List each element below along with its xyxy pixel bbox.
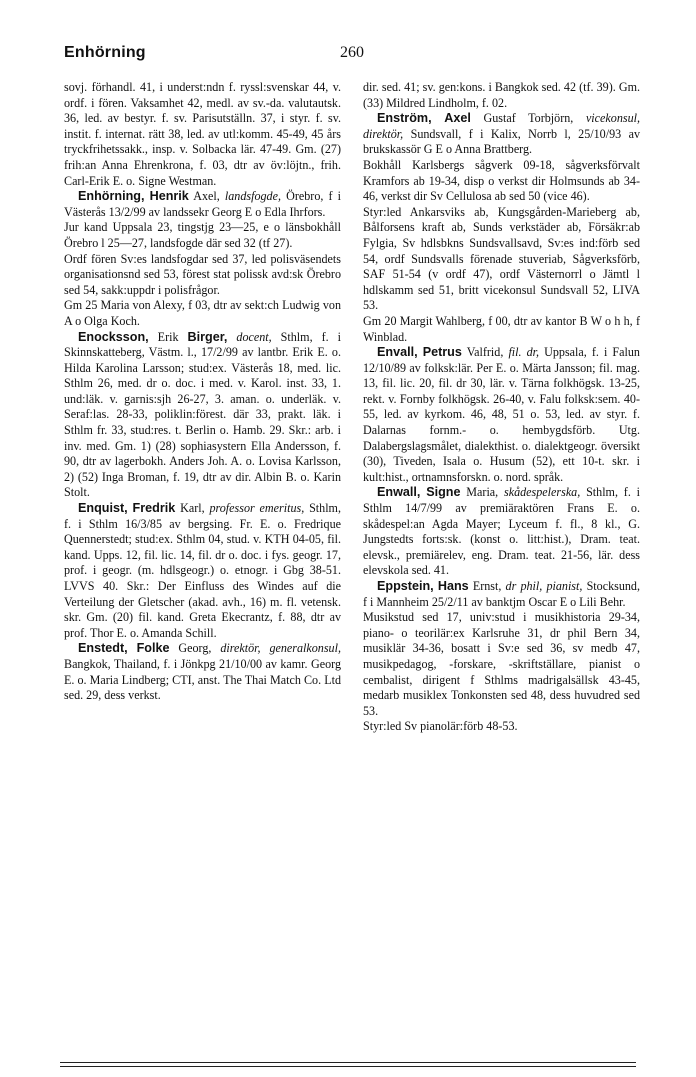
entry-surname: Eppstein, [377, 579, 434, 593]
biography-entry [64, 330, 341, 502]
entry-given-name: Axel [444, 111, 471, 126]
running-head: Enhörning [64, 44, 146, 61]
entry-text: Uppsala, f. i Falun 12/10/89 av folksk:lär. Per E. o. Märta Jansson; fil. mag. 13, fil. lic. 20, fil. dr 30, lär. v. Tärna folkhögsk. 13-25, rekt. v. Fornby folkhögsk. 26-40, v. Falu folksk:sem. 40-55, led. av kyrkom. 46, 48, 51 o. 53, led. av styr. f. Dalarnas fornm.- o. hembygdsförb. Utg. Dalabergslagsmålet, dialekthist. o. dialektgeogr. översikt (30), Tiveden, Isala o. Husum (52), ett 10-t. skr. i kult:hist., ortnamnsforskn. o. nord. språk. [363, 345, 640, 484]
entry-middle-names: Valfrid, [461, 345, 509, 360]
entry-given-name: Signe [426, 485, 461, 500]
biography-entry [363, 579, 640, 610]
biography-entry [64, 189, 341, 220]
entry-surname: Envall, [377, 345, 418, 360]
entry-title: professor emeritus, [209, 501, 305, 516]
biography-entry [64, 501, 341, 641]
left-column [64, 80, 341, 735]
biography-entry [363, 345, 640, 485]
entry-title: fil. dr, [508, 345, 540, 360]
entry-middle-names: Georg, [169, 641, 221, 656]
entry-given-name: Hans [437, 579, 469, 593]
entry-title: docent, [236, 329, 272, 344]
entry-surname: Enocksson, [78, 329, 149, 344]
entry-given-name: Henrik [149, 189, 189, 204]
entry-given-name: Birger, [187, 329, 228, 344]
entry-text: Örebro, f i Västerås 13/2/99 av landssekr Georg E o Edla Ihrfors. [64, 189, 341, 219]
entry-text: Stocksund, f i Mannheim 25/2/11 av banktjm Oscar E o Lili Behr. [363, 579, 640, 609]
entry-text: Sthlm, f. i Skinnskatteberg, Västm. l., 17/2/99 av lantbr. Erik E. o. Hilda Karolina Larsson; stud:ex. Västerås 18, med. lic. Sthlm 26, med. dr o. doc. i med. v. Karol. inst. 33, 1. und:läk. v. garnis:sjh 26-27, 3. aman. o. underläk. v. Seraf:las. 28-33, poliklin:förest. där 33, prakt. läk. i Sthlm fr. 33, stud:res. t. Berlin o. Hamb. 29. Skr.: arb. i inv. med. Gm. 1) (28) sophiasystern Ella Andersson, f. 90, dtr av lagerbokh. Anders Joh. A. o. Lovisa Karlsson, 2) (52) Inga Broman, f. 19, dtr av dir. Albin B. o. Karin Stolt. [64, 329, 341, 500]
entry-middle-names: Erik [148, 329, 188, 344]
entry-middle-names: Maria, [460, 485, 505, 500]
entry-title: vicekonsul, direktör, [363, 111, 640, 141]
biography-entry [363, 111, 640, 158]
entry-title: skådespelerska, [504, 485, 581, 500]
footer-rule [60, 1062, 636, 1063]
entry-surname: Enhörning, [78, 189, 145, 204]
entry-middle-names: Ernst, [468, 579, 506, 593]
paragraph: Bokhåll Karlsbergs sågverk 09-18, sågverksförvalt Kramfors ab 19-34, disp o verkst dir Holmsunds ab 34-46, verkst dir Sv Cellulosa ab sed 50 (vice 46). [363, 157, 640, 204]
entry-surname: Enstedt, [78, 641, 128, 656]
entry-text: Sundsvall, f i Kalix, Norrb l, 25/10/93 av brukskassör G E o Anna Brattberg. [363, 126, 640, 157]
entry-surname: Enström, [377, 111, 432, 126]
entry-middle-names: Axel, [188, 189, 225, 204]
entry-title: landsfogde, [224, 189, 281, 204]
entry-title: direktör, generalkonsul, [220, 641, 341, 656]
footer-rule [60, 1066, 636, 1067]
paragraph: Gm 20 Margit Wahlberg, f 00, dtr av kantor B W o h h, f Winblad. [363, 313, 640, 344]
entry-given-name: Folke [136, 641, 170, 656]
entry-text: Sthlm, f. i Sthlm 16/3/85 av bergsing. Fr. E. o. Fredrique Quennerstedt; stud:ex. Sthlm 04, stud. v. KTH 04-05, fil. kand. Upps. 12, fil. lic. 14, fil. dr o. doc. i fys. geogr. 17, prof. i geogr. (m. hdlsgeogr.) o. etnogr. i Gbg 38-51. LVVS 40. Skr.: Der Einfluss des Windes auf die Verteilung der Gletscher (akad. avh., 16) m. fl. vetensk. skr. Gm. (20) fil. kand. Greta Ekecrantz, f. 88, dtr av prof. Thor E. o. Amanda Schill. [64, 501, 341, 640]
entry-text: Bangkok, Thailand, f. i Jönkpg 21/10/00 av kamr. Georg E. o. Maria Lindberg; CTI, anst. The Thai Match Co. Ltd sed. 29, dess verkst. [64, 656, 341, 703]
entry-given-name: Fredrik [132, 501, 176, 516]
paragraph: dir. sed. 41; sv. gen:kons. i Bangkok sed. 42 (tf. 39). Gm. (33) Mildred Lindholm, f. 02. [363, 80, 640, 110]
paragraph: Styr:led Ankarsviks ab, Kungsgården-Marieberg ab, Bålforsens kraft ab, Sunds verkstäder ab, Försäkr:ab Fylgia, Sv hdlsbkns Sundsvallsavd, Sv:es ind:förb sed 54, ordf Sundsvalls förenade stuveriab, Sågverksförb, SAF 51-54 (v ordf 47), ordf Västernorrl o Jämtl l hdlskamm sed 51, britt vicekonsul Sundsvall 52, LIVA 53. [363, 204, 640, 313]
page-number: 260 [340, 44, 364, 61]
entry-title: dr phil, pianist, [505, 579, 583, 593]
entry-text: Sthlm, f. i Sthlm 14/7/99 av premiäraktören Frans E. o. skådespel:an Agda Mayer; Lyceum f. fl., 8 kl., G. Jungstedts forts:sk. (konst o. litt:hist.), Dram. teat. elevsk., premiärelev, eng. Dram. teat. 21-56, lär. dess elevskola sed. 41. [363, 485, 641, 578]
page-header [64, 44, 640, 66]
paragraph: Jur kand Uppsala 23, tingstjg 23—25, e o länsbokhåll Örebro l 25—27, landsfogde där sed 32 (tf 27). [64, 220, 341, 250]
paragraph: Gm 25 Maria von Alexy, f 03, dtr av sekt:ch Ludwig von A o Olga Koch. [64, 298, 341, 328]
paragraph: Styr:led Sv pianolär:förb 48-53. [363, 719, 518, 734]
entry-middle-names: Karl, [175, 501, 210, 516]
paragraph: sovj. förhandl. 41, i underst:ndn f. ryssl:svenskar 44, v. ordf. i fören. Vaksamhet 42, medl. av sv.-da. valutautsk. 36, led. av bestyr. f. sv. Parisutställn. 37, i styr. f. sv. instit. f. internat. rätt 38, led. av utl:komm. 45-49, 45 års tryckfrihetssakk., insp. v. Solbacka lär. 47-49. Gm. (27) frih:an Anna Ehrenkrona, f. 03, dtr av öv:löjtn., frih. Carl-Erik E. o. Signe Westman. [64, 80, 341, 188]
biography-entry [363, 485, 640, 579]
biography-entry [64, 641, 341, 703]
entry-surname: Enwall, [377, 485, 421, 500]
entry-surname: Enquist, [78, 501, 128, 516]
paragraph: Musikstud sed 17, univ:stud i musikhistoria 29-34, piano- o teorilär:ex Karlsruhe 31, dr phil Bern 34, musiklär 34-36, bosatt i Sv:e sed 36, sv medb 47, musikpedagog, -forskare, -skriftställare, pianist o cembalist, dirigent f Sthlms madrigalsällsk 43-45, medarb musiklex Tonkonsten sed 48, dess huvudred sed 53. [363, 610, 640, 718]
paragraph: Ordf fören Sv:es landsfogdar sed 37, led polisväsendets organisationsnd sed 53, förest stat polissk avd:sk Örebro sed 54, sakk:uppdr i polisfrågor. [64, 251, 341, 297]
entry-middle-names: Gustaf Torbjörn, [470, 111, 586, 126]
right-column [363, 80, 640, 735]
entry-given-name: Petrus [422, 345, 462, 360]
text-columns [64, 80, 640, 735]
